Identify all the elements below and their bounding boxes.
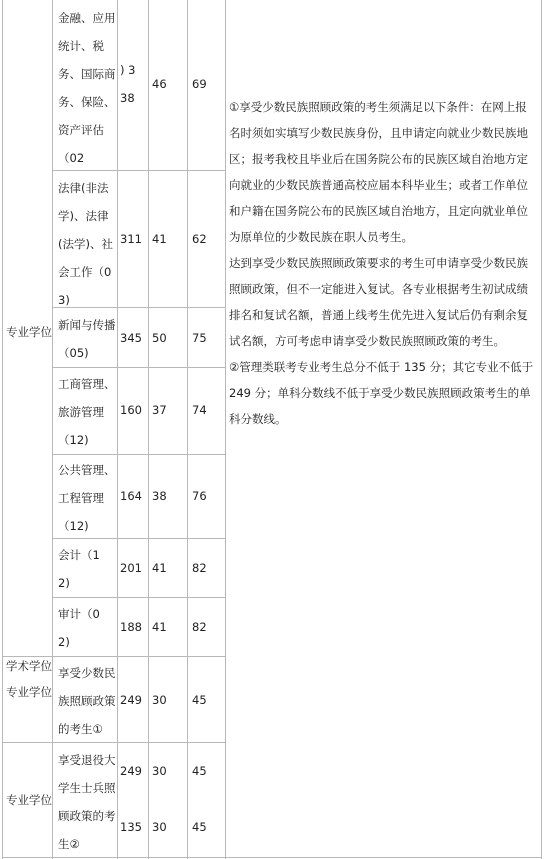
total-score-cell: 160 <box>120 403 142 417</box>
major-cell: 享受退役大 学生士兵照 顾政策的考 生② <box>58 753 116 851</box>
total-score-cell: 164 <box>120 489 142 503</box>
major-cell: 审计（0 2) <box>58 607 100 649</box>
grid-line <box>187 0 188 859</box>
single-score-cell: 37 <box>152 403 167 417</box>
category-label: 专业学位 <box>6 325 52 339</box>
single-score-cell: 82 <box>192 620 207 634</box>
single-score-cell: 38 <box>152 489 167 503</box>
total-score-cell: 135 <box>120 820 142 834</box>
row-line <box>52 367 225 368</box>
major-cell: 会计（1 2) <box>58 548 100 590</box>
grid-line <box>541 0 542 859</box>
single-score-cell: 82 <box>192 561 207 575</box>
grid-line <box>52 0 53 859</box>
major-cell: 公共管理、 工程管理 （12) <box>58 463 116 533</box>
note-paragraph: ②管理类联考专业考生总分不低于 135 分；其它专业不低于 249 分；单科分数线不低于享受少数民族照顾政策考生的单科分数线。 <box>229 360 534 426</box>
single-score-cell: 45 <box>192 693 207 707</box>
major-cell: 工商管理、 旅游管理 （12) <box>58 377 116 447</box>
single-score-cell: 46 <box>152 77 167 91</box>
total-score-cell: 249 <box>120 764 142 778</box>
single-score-cell: 45 <box>192 820 207 834</box>
single-score-cell: 30 <box>152 693 167 707</box>
single-score-cell: 41 <box>152 620 167 634</box>
single-score-cell: 41 <box>152 232 167 246</box>
major-cell: 新闻与传播 （05) <box>58 318 116 360</box>
total-score-cell: 249 <box>120 693 142 707</box>
row-line <box>2 656 225 657</box>
single-score-cell: 75 <box>192 331 207 345</box>
major-cell: 法律(非法 学)、法律 (法学)、社 会工作（0 3) <box>58 181 113 307</box>
total-score-cell: 188 <box>120 620 142 634</box>
grid-line <box>225 0 226 859</box>
grid-line <box>2 0 3 859</box>
single-score-cell: 45 <box>192 764 207 778</box>
note-paragraph: ①享受少数民族照顾政策的考生须满足以下条件：在网上报名时须如实填写少数民族身份，且申请定向就业少数民族地区；报考我校且毕业后在国务院公布的民族区域自治地方定向就业的少数民族普通高校应届本科毕业生；或者工作单位和户籍在国务院公布的民族区域自治地方，且定向就业单位为原单位的少数民族在职人员考生。 <box>229 100 528 244</box>
category-label: 学术学位 专业学位 <box>6 659 52 699</box>
single-score-cell: 50 <box>152 331 167 345</box>
row-line <box>52 597 225 598</box>
total-score-cell: 201 <box>120 561 142 575</box>
grid-line <box>148 0 149 859</box>
total-score-cell: ) 3 38 <box>120 63 136 105</box>
note-paragraph: 达到享受少数民族照顾政策要求的考生可申请享受少数民族照顾政策，但不一定能进入复试。各专业根据考生初试成绩排名和复试名额，普通上线考生优先进入复试后仍有剩余复试名额，方可考虑申请享受少数民族照顾政策的考生。 <box>229 256 528 348</box>
major-cell: 金融、应用 统计、税 务、国际商 务、保险、 资产评估 （02 <box>58 11 116 165</box>
single-score-cell: 41 <box>152 561 167 575</box>
policy-notes <box>229 94 537 432</box>
single-score-cell: 76 <box>192 489 207 503</box>
category-label: 专业学位 <box>6 793 52 807</box>
single-score-cell: 69 <box>192 77 207 91</box>
row-line <box>52 454 225 455</box>
major-cell: 享受少数民 族照顾政策 的考生① <box>58 666 116 736</box>
total-score-cell: 345 <box>120 331 142 345</box>
single-score-cell: 30 <box>152 820 167 834</box>
single-score-cell: 62 <box>192 232 207 246</box>
total-score-cell: 311 <box>120 232 142 246</box>
single-score-cell: 30 <box>152 764 167 778</box>
single-score-cell: 74 <box>192 403 207 417</box>
